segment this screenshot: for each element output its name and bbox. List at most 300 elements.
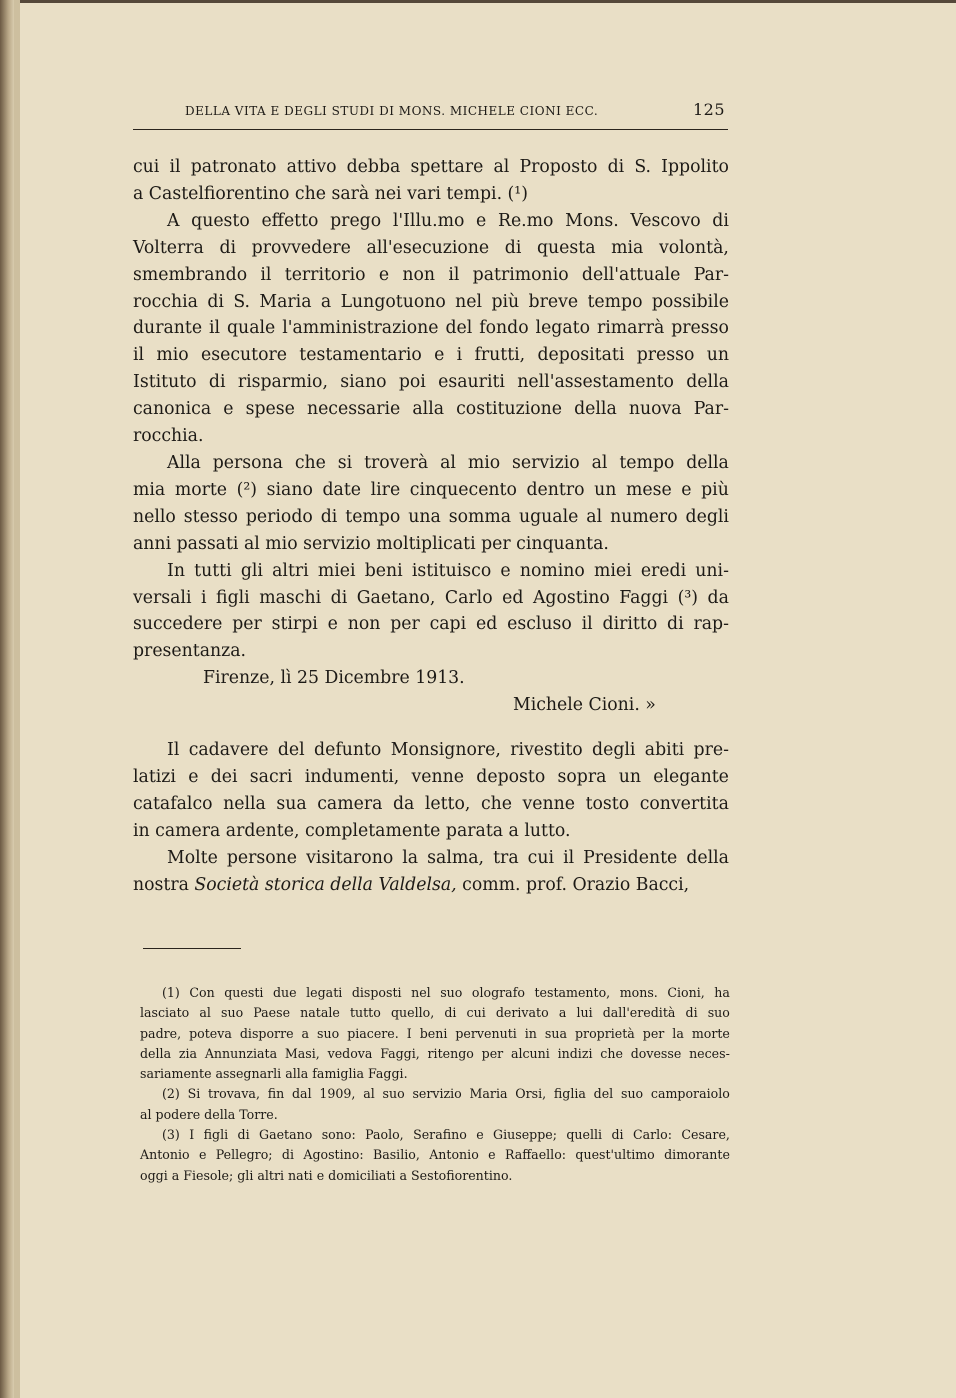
text-line	[133, 872, 729, 899]
text-line	[133, 585, 729, 612]
word: lire	[370, 479, 401, 500]
word: effetto	[261, 210, 319, 231]
word: di	[667, 614, 684, 635]
word: costituzione	[456, 399, 563, 420]
word: vedova	[327, 1045, 373, 1061]
word: di	[208, 372, 226, 393]
word: S.	[634, 157, 652, 177]
word: si	[337, 452, 353, 473]
word: nell'assestamento	[517, 372, 674, 393]
text-line	[140, 983, 730, 1003]
word: stesso	[183, 506, 238, 527]
word: al	[591, 452, 608, 473]
word: che	[294, 452, 326, 473]
word: mio	[467, 452, 501, 473]
word: al	[440, 452, 456, 473]
word: letto,	[424, 793, 471, 814]
text-line	[133, 558, 729, 585]
word: una	[408, 506, 441, 527]
word: di	[685, 1005, 698, 1021]
word: indumenti,	[304, 766, 400, 787]
word: mons.	[619, 985, 658, 1000]
word: da	[392, 793, 415, 814]
word: al	[199, 1005, 211, 1021]
word: gli	[240, 560, 263, 581]
word: Basilio,	[372, 1147, 420, 1163]
word: i	[201, 587, 207, 608]
word: Par-	[693, 399, 729, 420]
word: e	[327, 614, 338, 635]
word: morte	[691, 1025, 730, 1041]
word: canonica	[133, 399, 212, 420]
text-line	[133, 737, 729, 764]
text-line	[133, 342, 729, 369]
word: nel	[411, 985, 431, 1000]
word: Antonio	[140, 1147, 190, 1163]
word: della	[686, 452, 729, 473]
word: Agostino:	[303, 1147, 364, 1163]
word: fin	[267, 1086, 285, 1102]
word: patronato	[190, 157, 277, 177]
word: due	[272, 985, 297, 1000]
word: disporre	[239, 1025, 294, 1041]
word: smembrando	[133, 264, 248, 285]
word: di	[444, 1005, 457, 1021]
word: numero	[610, 506, 678, 527]
word: mia	[611, 237, 644, 258]
word: (²)	[236, 479, 258, 500]
word: figlia	[553, 1086, 586, 1102]
word: Con	[189, 985, 215, 1000]
word: beni	[364, 560, 403, 581]
word: dimorante	[664, 1147, 730, 1163]
text-line	[133, 845, 729, 872]
word: ed	[475, 614, 498, 635]
word: Paolo,	[365, 1127, 404, 1143]
word: tempo	[345, 506, 401, 527]
word: zia	[178, 1045, 198, 1061]
word: di	[611, 1127, 624, 1143]
text-line	[133, 208, 729, 235]
text-line	[133, 764, 729, 791]
word: durante	[133, 318, 203, 339]
word: suo	[221, 1005, 244, 1021]
word: Pellegro;	[215, 1147, 273, 1163]
text-line	[133, 369, 729, 396]
word: Masi,	[284, 1045, 320, 1061]
word: venne	[411, 766, 465, 787]
word: e	[488, 1147, 496, 1163]
word: istituisco	[411, 560, 492, 581]
word: Agostino	[532, 587, 610, 608]
word: per	[642, 1025, 665, 1041]
word: per	[232, 614, 262, 635]
word: servizio	[512, 452, 580, 473]
word: derivato	[495, 1005, 549, 1021]
word: Antonio	[429, 1147, 479, 1163]
word: eredi	[640, 560, 687, 581]
word: morte	[174, 479, 228, 500]
word: Raffaello:	[504, 1147, 567, 1163]
word: figli	[203, 1127, 229, 1143]
word: Giuseppe;	[493, 1127, 557, 1143]
running-header	[185, 100, 725, 119]
word: latizi	[133, 766, 176, 787]
word: legati	[306, 985, 343, 1000]
word: risparmio,	[237, 372, 328, 393]
word: cui	[527, 847, 555, 868]
page-top-edge	[0, 0, 956, 3]
word: nuova	[628, 399, 682, 420]
word: pre-	[693, 740, 729, 761]
word: e	[476, 210, 487, 231]
word: sua	[276, 793, 307, 814]
word: di	[330, 587, 348, 608]
word: (³)	[677, 587, 698, 608]
journal-title: Società storica della Valdelsa,	[194, 874, 457, 895]
word: la	[672, 1025, 684, 1041]
word: attivo	[286, 157, 337, 177]
book-spine-edge	[0, 0, 14, 1398]
word: Proposto	[519, 157, 598, 177]
text-span: comm. prof. Orazio Bacci,	[456, 874, 690, 895]
word: rimarrà	[596, 318, 665, 339]
word: mia	[133, 479, 166, 500]
text-line	[133, 315, 729, 342]
word: Volterra	[133, 237, 204, 258]
word: e	[476, 1127, 484, 1143]
word: cadavere	[188, 740, 269, 761]
word: suo	[440, 985, 463, 1000]
word: elegante	[653, 766, 729, 787]
page-margin-shadow	[14, 0, 20, 1398]
word: somma	[448, 506, 512, 527]
text-line	[133, 504, 729, 531]
word: Cesare,	[681, 1127, 730, 1143]
word: Faggi,	[380, 1045, 420, 1061]
word: spettare	[410, 157, 484, 177]
word: miei	[593, 560, 632, 581]
word: poi	[398, 372, 426, 393]
word: del	[593, 1086, 614, 1102]
word: indizi	[557, 1045, 593, 1061]
word: Istituto	[133, 372, 197, 393]
word: necessarie	[306, 399, 401, 420]
word: cui	[466, 1005, 486, 1021]
word: e	[378, 264, 390, 285]
word: servizio	[412, 1086, 462, 1102]
word: di	[281, 1147, 294, 1163]
word: In	[167, 560, 185, 581]
word: al	[493, 157, 510, 177]
word: di	[712, 210, 729, 231]
text-line	[140, 1024, 730, 1044]
text-line	[133, 450, 729, 477]
word: che	[480, 793, 512, 814]
word: territorio	[284, 264, 366, 285]
word: e	[198, 1147, 207, 1163]
word: Mons.	[565, 210, 619, 231]
word: dentro	[526, 479, 585, 500]
text-line	[133, 791, 729, 818]
word: natale	[300, 1005, 340, 1021]
word: all'esecuzione	[366, 237, 490, 258]
word: neces-	[689, 1045, 730, 1061]
word: Par-	[693, 264, 729, 285]
word: quest'ultimo	[575, 1147, 655, 1163]
word: presso	[636, 345, 695, 366]
word: del	[277, 740, 305, 761]
word: di	[237, 1127, 250, 1143]
word: trovava,	[208, 1086, 260, 1102]
text-line: rocchia.	[133, 426, 204, 447]
word: pervenuti	[455, 1025, 517, 1041]
word: un	[594, 479, 617, 500]
word: a	[320, 291, 332, 312]
word: versali	[133, 587, 192, 608]
word: Gaetano	[259, 1127, 313, 1143]
text-line	[140, 1003, 730, 1023]
word: e	[681, 479, 692, 500]
text-line	[133, 396, 729, 423]
text-line	[133, 262, 729, 289]
word: fondo	[479, 318, 529, 339]
word: mio	[156, 345, 189, 366]
page-number: 125	[692, 100, 725, 119]
word: lasciato	[140, 1005, 190, 1021]
word: Alla	[167, 452, 201, 473]
word: nello	[133, 506, 176, 527]
word: convertita	[639, 793, 729, 814]
word: siano	[340, 372, 387, 393]
word: patrimonio	[472, 264, 569, 285]
word: lui	[576, 1005, 593, 1021]
word: al	[586, 506, 603, 527]
word: questi	[224, 985, 264, 1000]
word: che	[600, 1045, 623, 1061]
word: provvedere	[251, 237, 351, 258]
word: quelli	[566, 1127, 603, 1143]
word: suo	[317, 1025, 340, 1041]
text-line: a Castelfiorentino che sarà nei vari tempi. (¹)	[133, 183, 528, 204]
text-line: anni passati al mio servizio moltiplicati per cinquanta.	[133, 533, 609, 554]
word: dal	[292, 1086, 312, 1102]
word: un	[618, 766, 641, 787]
word: da	[707, 587, 729, 608]
text-line: presentanza.	[133, 641, 247, 662]
word: non	[402, 264, 436, 285]
word: periodo	[245, 506, 313, 527]
word: nella	[223, 793, 266, 814]
word: Faggi	[619, 587, 669, 608]
word: escluso	[507, 614, 572, 635]
word: di	[320, 506, 338, 527]
spacer	[133, 719, 729, 737]
running-title: DELLA VITA E DEGLI STUDI DI MONS. MICHELE CIONI ECC.	[185, 104, 599, 118]
word: Maria	[469, 1086, 508, 1102]
word: e	[188, 766, 199, 787]
word: di	[207, 291, 224, 312]
text-line: oggi a Fiesole; gli altri nati e domiciliati a Sestofiorentino.	[140, 1167, 513, 1183]
word: breve	[528, 291, 579, 312]
word: figli	[216, 587, 250, 608]
word: siano	[266, 479, 313, 500]
text-line	[133, 611, 729, 638]
word: 1909,	[319, 1086, 356, 1102]
word: visitarono	[306, 847, 394, 868]
word: il	[260, 264, 272, 285]
word: di	[607, 157, 625, 177]
word: Monsignore,	[390, 740, 501, 761]
word: quale	[227, 318, 276, 339]
word: mese	[625, 479, 672, 500]
word: nel	[455, 291, 483, 312]
word: in	[524, 1025, 537, 1041]
word: capi	[429, 614, 467, 635]
word: suo	[620, 1086, 644, 1102]
word: dovesse	[630, 1045, 682, 1061]
word: (3)	[162, 1127, 180, 1143]
word: spese	[245, 399, 295, 420]
word: diritto	[602, 614, 658, 635]
word: defunto	[314, 740, 382, 761]
word: I	[189, 1127, 195, 1143]
word: della	[574, 399, 617, 420]
word: dell'attuale	[581, 264, 681, 285]
word: nomino	[519, 560, 585, 581]
word: catafalco	[133, 793, 213, 814]
word: rap-	[693, 614, 729, 635]
word: un	[706, 345, 729, 366]
word: a	[558, 1005, 567, 1021]
footnotes	[140, 983, 730, 1186]
word: l'amministrazione	[282, 318, 439, 339]
word: padre,	[140, 1025, 182, 1041]
header-rule	[133, 129, 728, 130]
word: rocchia	[133, 291, 198, 312]
word: tempo	[587, 291, 643, 312]
word: Serafino	[413, 1127, 467, 1143]
word: testamento,	[534, 985, 611, 1000]
word: per	[390, 614, 420, 635]
word: persona	[212, 452, 283, 473]
text-line	[140, 1044, 730, 1064]
footnote-rule	[143, 948, 241, 949]
word: uguale	[518, 506, 579, 527]
word: esauriti	[438, 372, 505, 393]
word: venne	[522, 793, 576, 814]
word: più	[491, 291, 520, 312]
word: questo	[191, 210, 250, 231]
word: il	[133, 345, 145, 366]
word: Il	[167, 740, 180, 761]
word: volontà,	[658, 237, 729, 258]
word: proprietà	[574, 1025, 635, 1041]
word: sua	[544, 1025, 567, 1041]
word: non	[347, 614, 381, 635]
text-line	[140, 1145, 730, 1165]
text-line	[140, 1125, 730, 1145]
word: al	[363, 1086, 375, 1102]
word: altri	[272, 560, 309, 581]
word: Vescovo	[630, 210, 701, 231]
word: suo	[382, 1086, 405, 1102]
word: rivestito	[510, 740, 583, 761]
word: Paese	[253, 1005, 291, 1021]
word: abiti	[644, 740, 685, 761]
word: di	[504, 237, 522, 258]
word: alcuni	[510, 1045, 550, 1061]
word: (1)	[162, 985, 180, 1000]
word: A	[167, 210, 180, 231]
word: i	[456, 345, 463, 366]
word: cinquecento	[409, 479, 517, 500]
word: e	[223, 399, 234, 420]
word: tempo	[619, 452, 675, 473]
word: poteva	[189, 1025, 232, 1041]
word: e	[434, 345, 445, 366]
word: uni-	[695, 560, 729, 581]
word: del	[445, 318, 473, 339]
word: maschi	[259, 587, 322, 608]
word: ha	[714, 985, 730, 1000]
word: succedere	[133, 614, 223, 635]
word: di	[219, 237, 237, 258]
word: Cioni,	[667, 985, 705, 1000]
word: camera	[317, 793, 383, 814]
word: ritengo	[427, 1045, 474, 1061]
text-line	[133, 235, 729, 262]
word: testamentario	[299, 345, 422, 366]
word: ed	[502, 587, 524, 608]
word: legato	[535, 318, 591, 339]
word: piacere.	[347, 1025, 399, 1041]
word: Presidente	[583, 847, 678, 868]
word: dall'eredità	[602, 1005, 676, 1021]
word: possibile	[651, 291, 729, 312]
word: sacri	[249, 766, 293, 787]
word: salma,	[427, 847, 485, 868]
word: più	[701, 479, 729, 500]
word: date	[322, 479, 362, 500]
word: Orsi,	[515, 1086, 547, 1102]
word: la	[402, 847, 419, 868]
word: Re.mo	[497, 210, 554, 231]
word: Lungotuono	[340, 291, 446, 312]
word: Carlo	[444, 587, 493, 608]
word: disposti	[351, 985, 402, 1000]
text-span: nostra	[133, 874, 195, 895]
word: olografo	[471, 985, 525, 1000]
text-line	[133, 289, 729, 316]
word: Gaetano,	[356, 587, 436, 608]
text-line: sariamente assegnarli alla famiglia Faggi.	[140, 1066, 408, 1082]
word: persone	[226, 847, 298, 868]
word: degli	[685, 506, 729, 527]
word: miei	[317, 560, 356, 581]
word: tosto	[585, 793, 630, 814]
body-text	[133, 154, 729, 898]
word: alla	[412, 399, 445, 420]
word: Ippolito	[661, 157, 729, 177]
word: il	[563, 847, 575, 868]
place-date: Firenze, lì 25 Dicembre 1913.	[203, 668, 465, 689]
text-line: al podere della Torre.	[140, 1106, 278, 1122]
text-line	[140, 1084, 730, 1104]
word: a	[301, 1025, 310, 1041]
word: il	[209, 318, 221, 339]
word: Maria	[259, 291, 312, 312]
